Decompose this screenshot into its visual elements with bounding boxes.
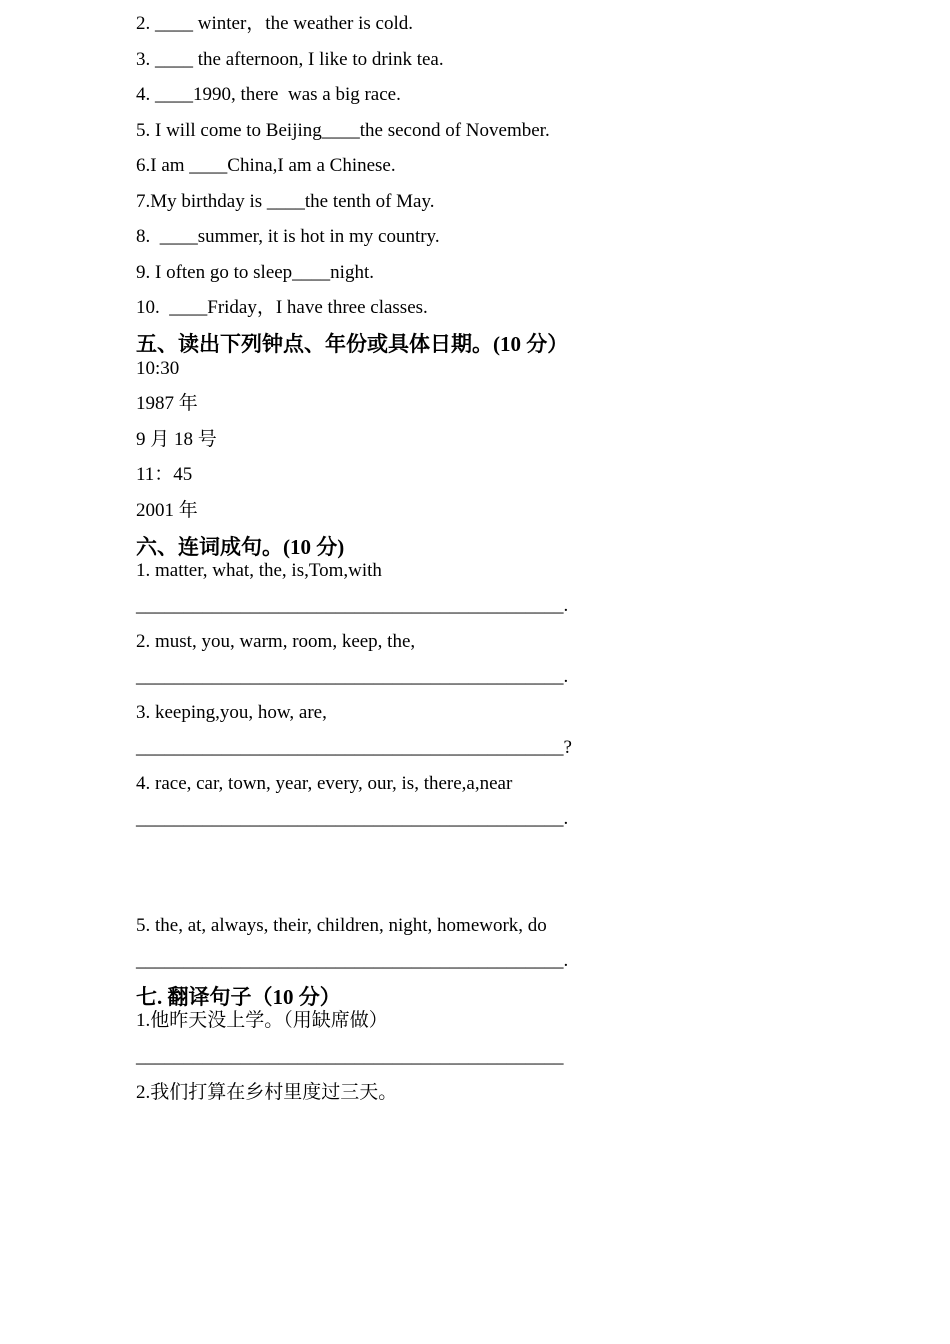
answer-line-4: _____________________________________________. bbox=[136, 808, 569, 829]
fill-blank-item-2: 2. ____ winter，the weather is cold. bbox=[136, 13, 414, 34]
translation-answer-line-1: _____________________________________________ bbox=[136, 1046, 564, 1067]
translation-prompt-2: 2.我们打算在乡村里度过三天。 bbox=[136, 1082, 398, 1103]
fill-blank-item-4: 4. ____1990, there was a big race. bbox=[136, 84, 401, 105]
answer-line-5: _____________________________________________. bbox=[136, 950, 569, 971]
answer-line-3: _____________________________________________? bbox=[136, 737, 572, 758]
fill-blank-item-10: 10. ____Friday，I have three classes. bbox=[136, 297, 428, 318]
reading-item-5: 2001 年 bbox=[136, 500, 198, 521]
sentence-prompt-2: 2. must, you, warm, room, keep, the, bbox=[136, 631, 416, 652]
fill-blank-item-6: 6.I am ____China,I am a Chinese. bbox=[136, 155, 396, 176]
sentence-prompt-5: 5. the, at, always, their, children, night, homework, do bbox=[136, 915, 547, 936]
section-7-heading: 七. 翻译句子（10 分） bbox=[136, 985, 341, 1009]
fill-blank-item-8: 8. ____summer, it is hot in my country. bbox=[136, 226, 440, 247]
answer-line-2: _____________________________________________. bbox=[136, 666, 569, 687]
translation-prompt-1: 1.他昨天没上学。（用缺席做） bbox=[136, 1010, 388, 1031]
fill-blank-item-7: 7.My birthday is ____the tenth of May. bbox=[136, 191, 435, 212]
section-5-heading: 五、读出下列钟点、年份或具体日期。(10 分） bbox=[136, 332, 569, 356]
answer-line-1: _____________________________________________. bbox=[136, 595, 569, 616]
sentence-prompt-1: 1. matter, what, the, is,Tom,with bbox=[136, 560, 382, 581]
fill-blank-item-9: 9. I often go to sleep____night. bbox=[136, 262, 374, 283]
sentence-prompt-3: 3. keeping,you, how, are, bbox=[136, 702, 327, 723]
sentence-prompt-4: 4. race, car, town, year, every, our, is, there,a,near bbox=[136, 773, 513, 794]
reading-item-2: 1987 年 bbox=[136, 393, 198, 414]
fill-blank-item-3: 3. ____ the afternoon, I like to drink tea. bbox=[136, 49, 444, 70]
section-6-heading: 六、连词成句。(10 分) bbox=[136, 535, 345, 559]
reading-item-4: 11：45 bbox=[136, 464, 193, 485]
fill-blank-item-5: 5. I will come to Beijing____the second of November. bbox=[136, 120, 550, 141]
reading-item-3: 9 月 18 号 bbox=[136, 429, 217, 450]
reading-item-1: 10:30 bbox=[136, 358, 180, 379]
